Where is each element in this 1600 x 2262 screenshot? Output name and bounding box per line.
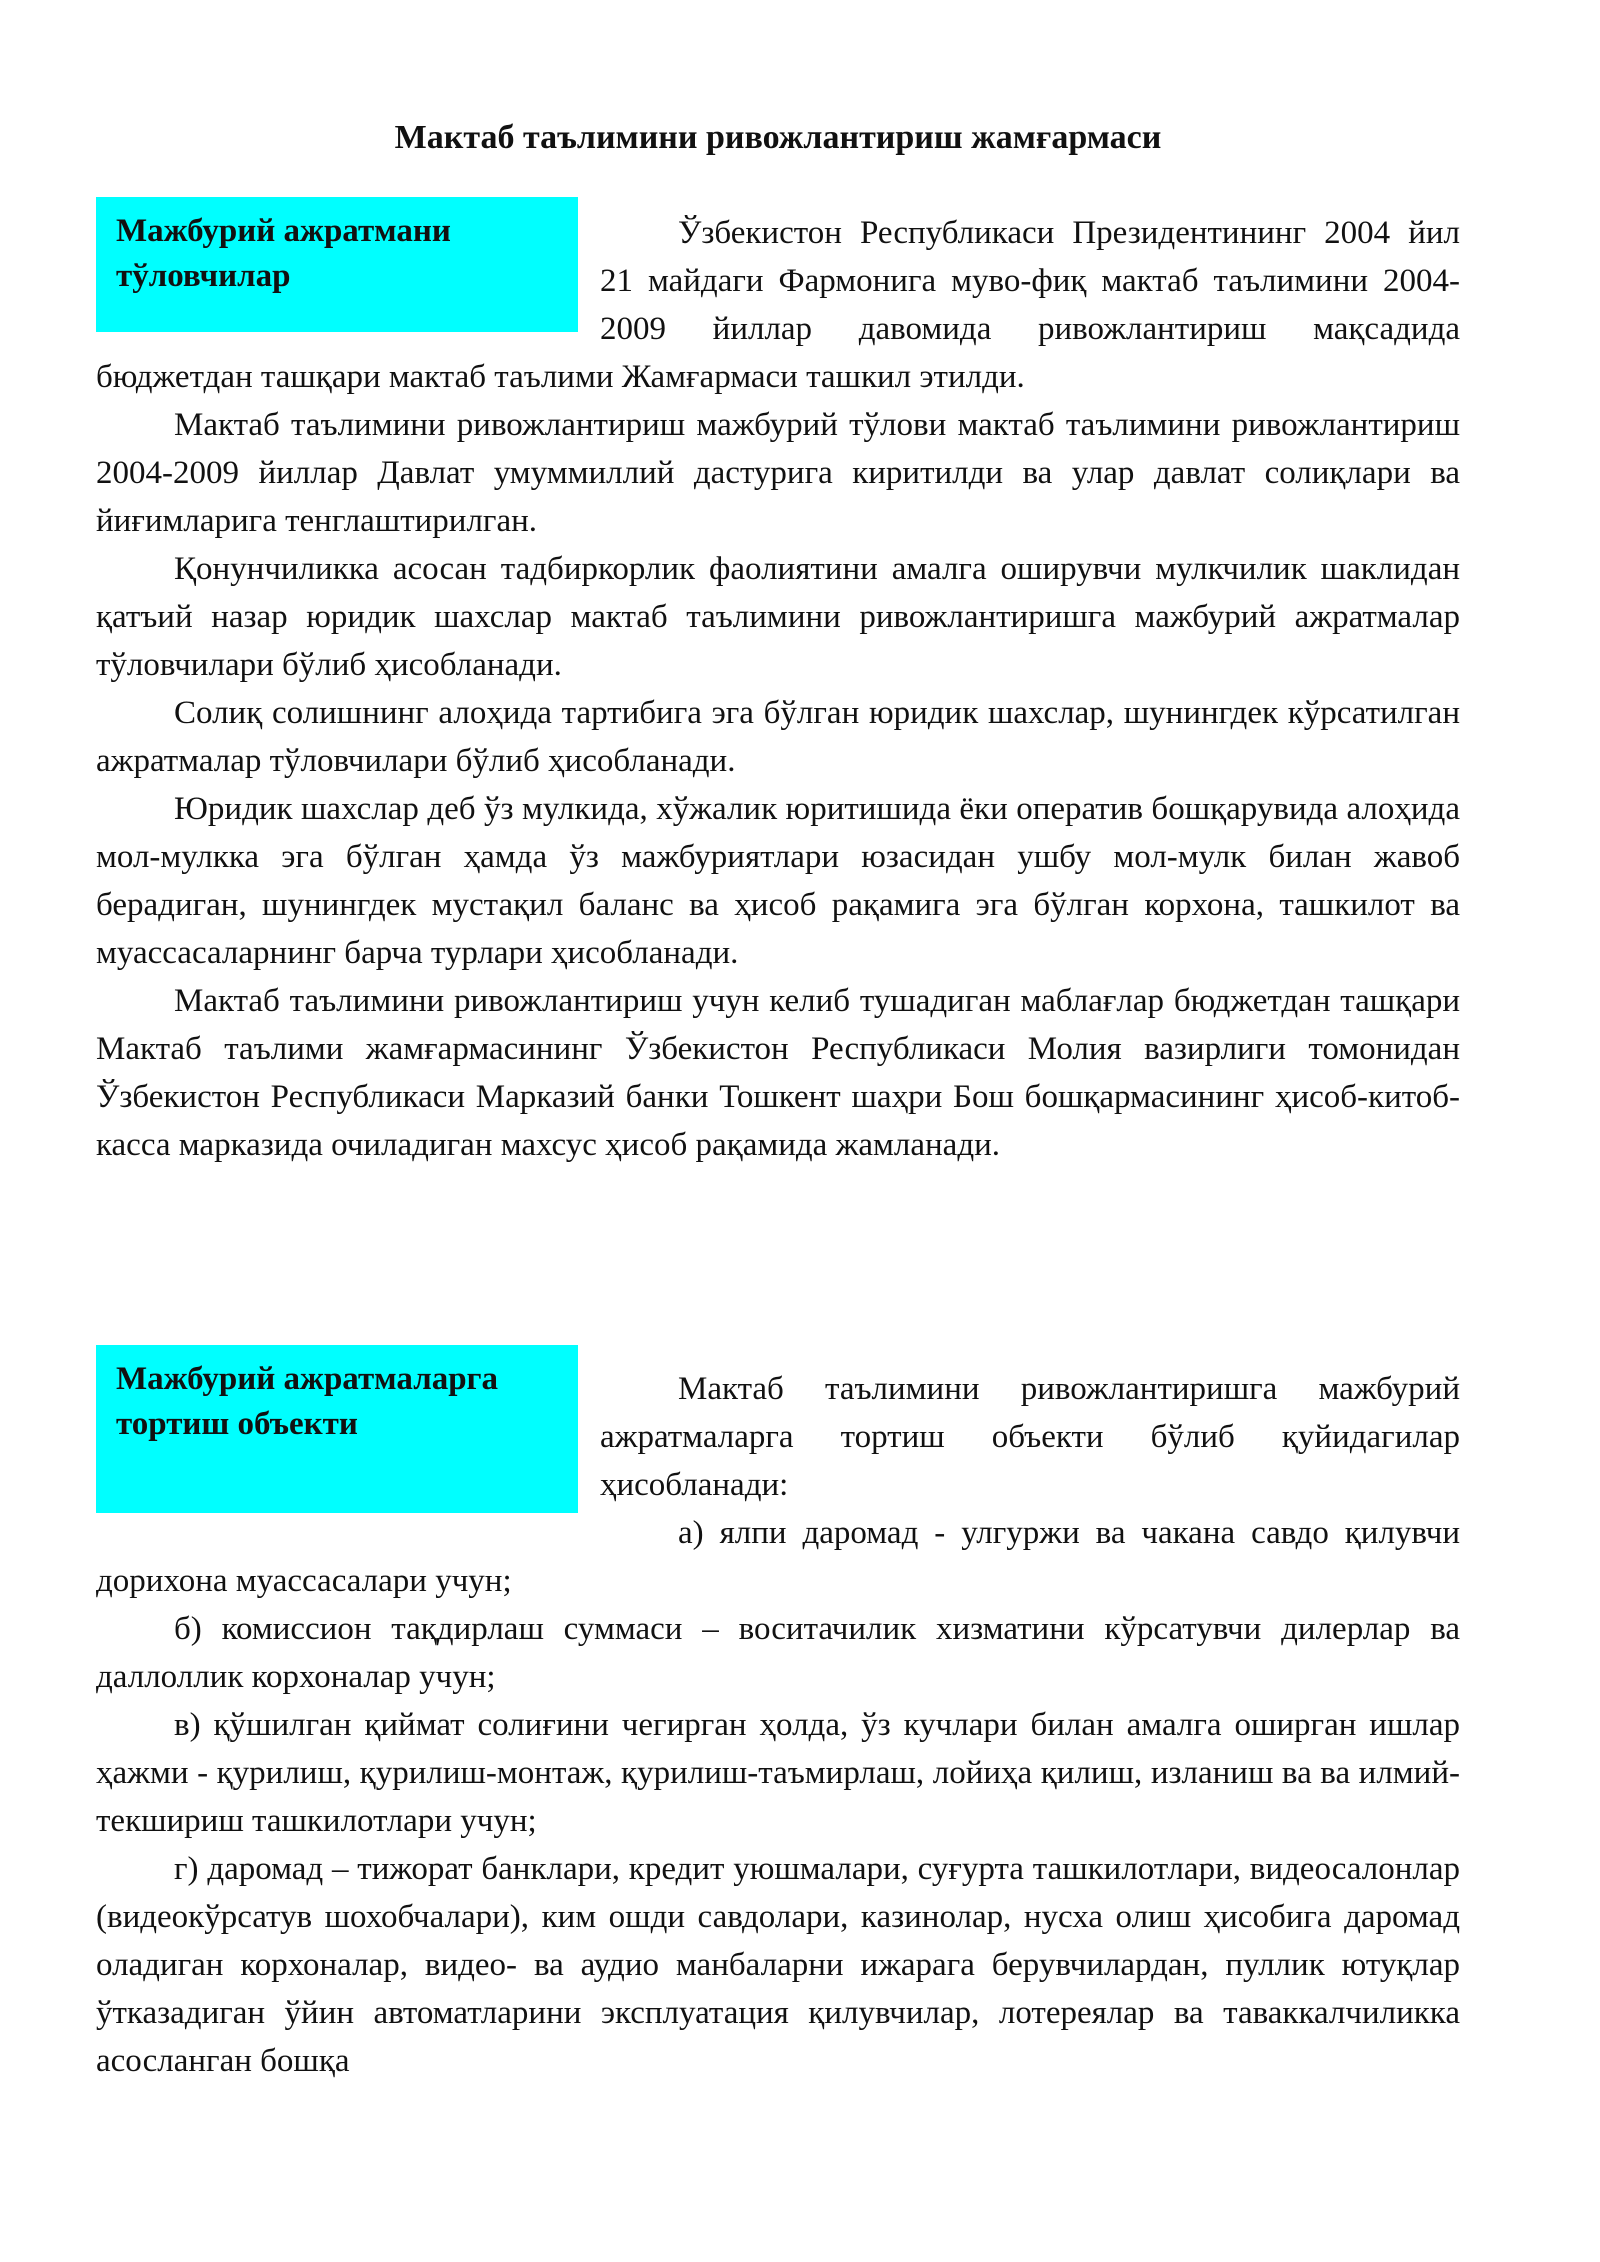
document-title: Мактаб таълимини ривожлантириш жамғармаси xyxy=(394,119,1162,156)
section-heading-payers: Мажбурий ажратмани тўловчилар xyxy=(96,197,578,332)
section-heading-object: Мажбурий ажратмаларга тортиш объекти xyxy=(96,1345,578,1513)
section-payers xyxy=(96,197,1460,1169)
paragraph: Мактаб таълимини ривожлантиришга мажбурий ажратмаларга тортиш объекти бўлиб қуйидагилар ҳисобланади: xyxy=(600,1371,1460,1503)
paragraph: Қонунчиликка асосан тадбиркорлик фаолиятини амалга оширувчи мулкчилик шаклидан қатъий назар юридик шахслар мактаб таълимини ривожлантиришга мажбурий ажратмалар тўловчилари бўлиб ҳисобланади. xyxy=(96,551,1460,683)
section-object xyxy=(96,1345,1460,2085)
paragraph: Мактаб таълимини ривожлантириш мажбурий тўлови мактаб таълимини ривожлантириш 2004-2009 йиллар Давлат умуммиллий дастурига киритилди ва улар давлат солиқлари ва йиғимларига тенглаштирилган. xyxy=(96,407,1460,539)
paragraph: Мактаб таълимини ривожлантириш учун келиб тушадиган маблағлар бюджетдан ташқари Мактаб таълими жамғармасининг Ўзбекистон Республикаси Молия вазирлиги томонидан Ўзбекистон Республикаси Марказий банки Тошкент шаҳри Бош бошқармасининг ҳисоб-китоб-касса марказида очиладиган махсус ҳисоб рақамида жамланади. xyxy=(96,983,1460,1163)
paragraph: Солиқ солишнинг алоҳида тартибига эга бўлган юридик шахслар, шунингдек кўрсатилган ажратмалар тўловчилари бўлиб ҳисобланади. xyxy=(96,695,1460,779)
list-item: г) даромад – тижорат банклари, кредит уюшмалари, суғурта ташкилотлари, видеосалонлар (видеокўрсатув шохобчалари), ким ошди савдолари, казинолар, нусха олиш ҳисобига даромад оладиган корхоналар, видео- ва аудио манбаларни ижарага берувчилардан, пуллик ютуқлар ўтказадиган ўйин автоматларини эксплуатация қилувчилар, лотереялар ва таваккалчиликка асосланган бошқа xyxy=(96,1851,1460,2079)
list-item: в) қўшилган қиймат солиғини чегирган ҳолда, ўз кучлари билан амалга оширган ишлар ҳажми - қурилиш, қурилиш-монтаж, қурилиш-таъмирлаш, лойиҳа қилиш, изланиш ва ва илмий-текшириш ташкилотлари учун; xyxy=(96,1707,1460,1839)
list-item: б) комиссион тақдирлаш суммаси – воситачилик хизматини кўрсатувчи дилерлар ва даллоллик корхоналар учун; xyxy=(96,1611,1460,1695)
paragraph: Ўзбекистон Республикаси Президентининг 2004 йил 21 майдаги Фармонига муво-фиқ мактаб таълимини 2004-2009 йиллар давомида ривожлантириш мақсадида бюджетдан ташқари мактаб таълими Жамғармаси ташкил этилди. xyxy=(96,215,1460,395)
list-item: а) ялпи даромад - улгуржи ва чакана савдо қилувчи дорихона муассасалари учун; xyxy=(96,1515,1460,1599)
paragraph: Юридик шахслар деб ўз мулкида, хўжалик юритишида ёки оператив бошқарувида алоҳида мол-мулкка эга бўлган ҳамда ўз мажбуриятлари юзасидан ушбу мол-мулк билан жавоб берадиган, шунингдек мустақил баланс ва ҳисоб рақамига эга бўлган корхона, ташкилот ва муассасаларнинг барча турлари ҳисобланади. xyxy=(96,791,1460,971)
